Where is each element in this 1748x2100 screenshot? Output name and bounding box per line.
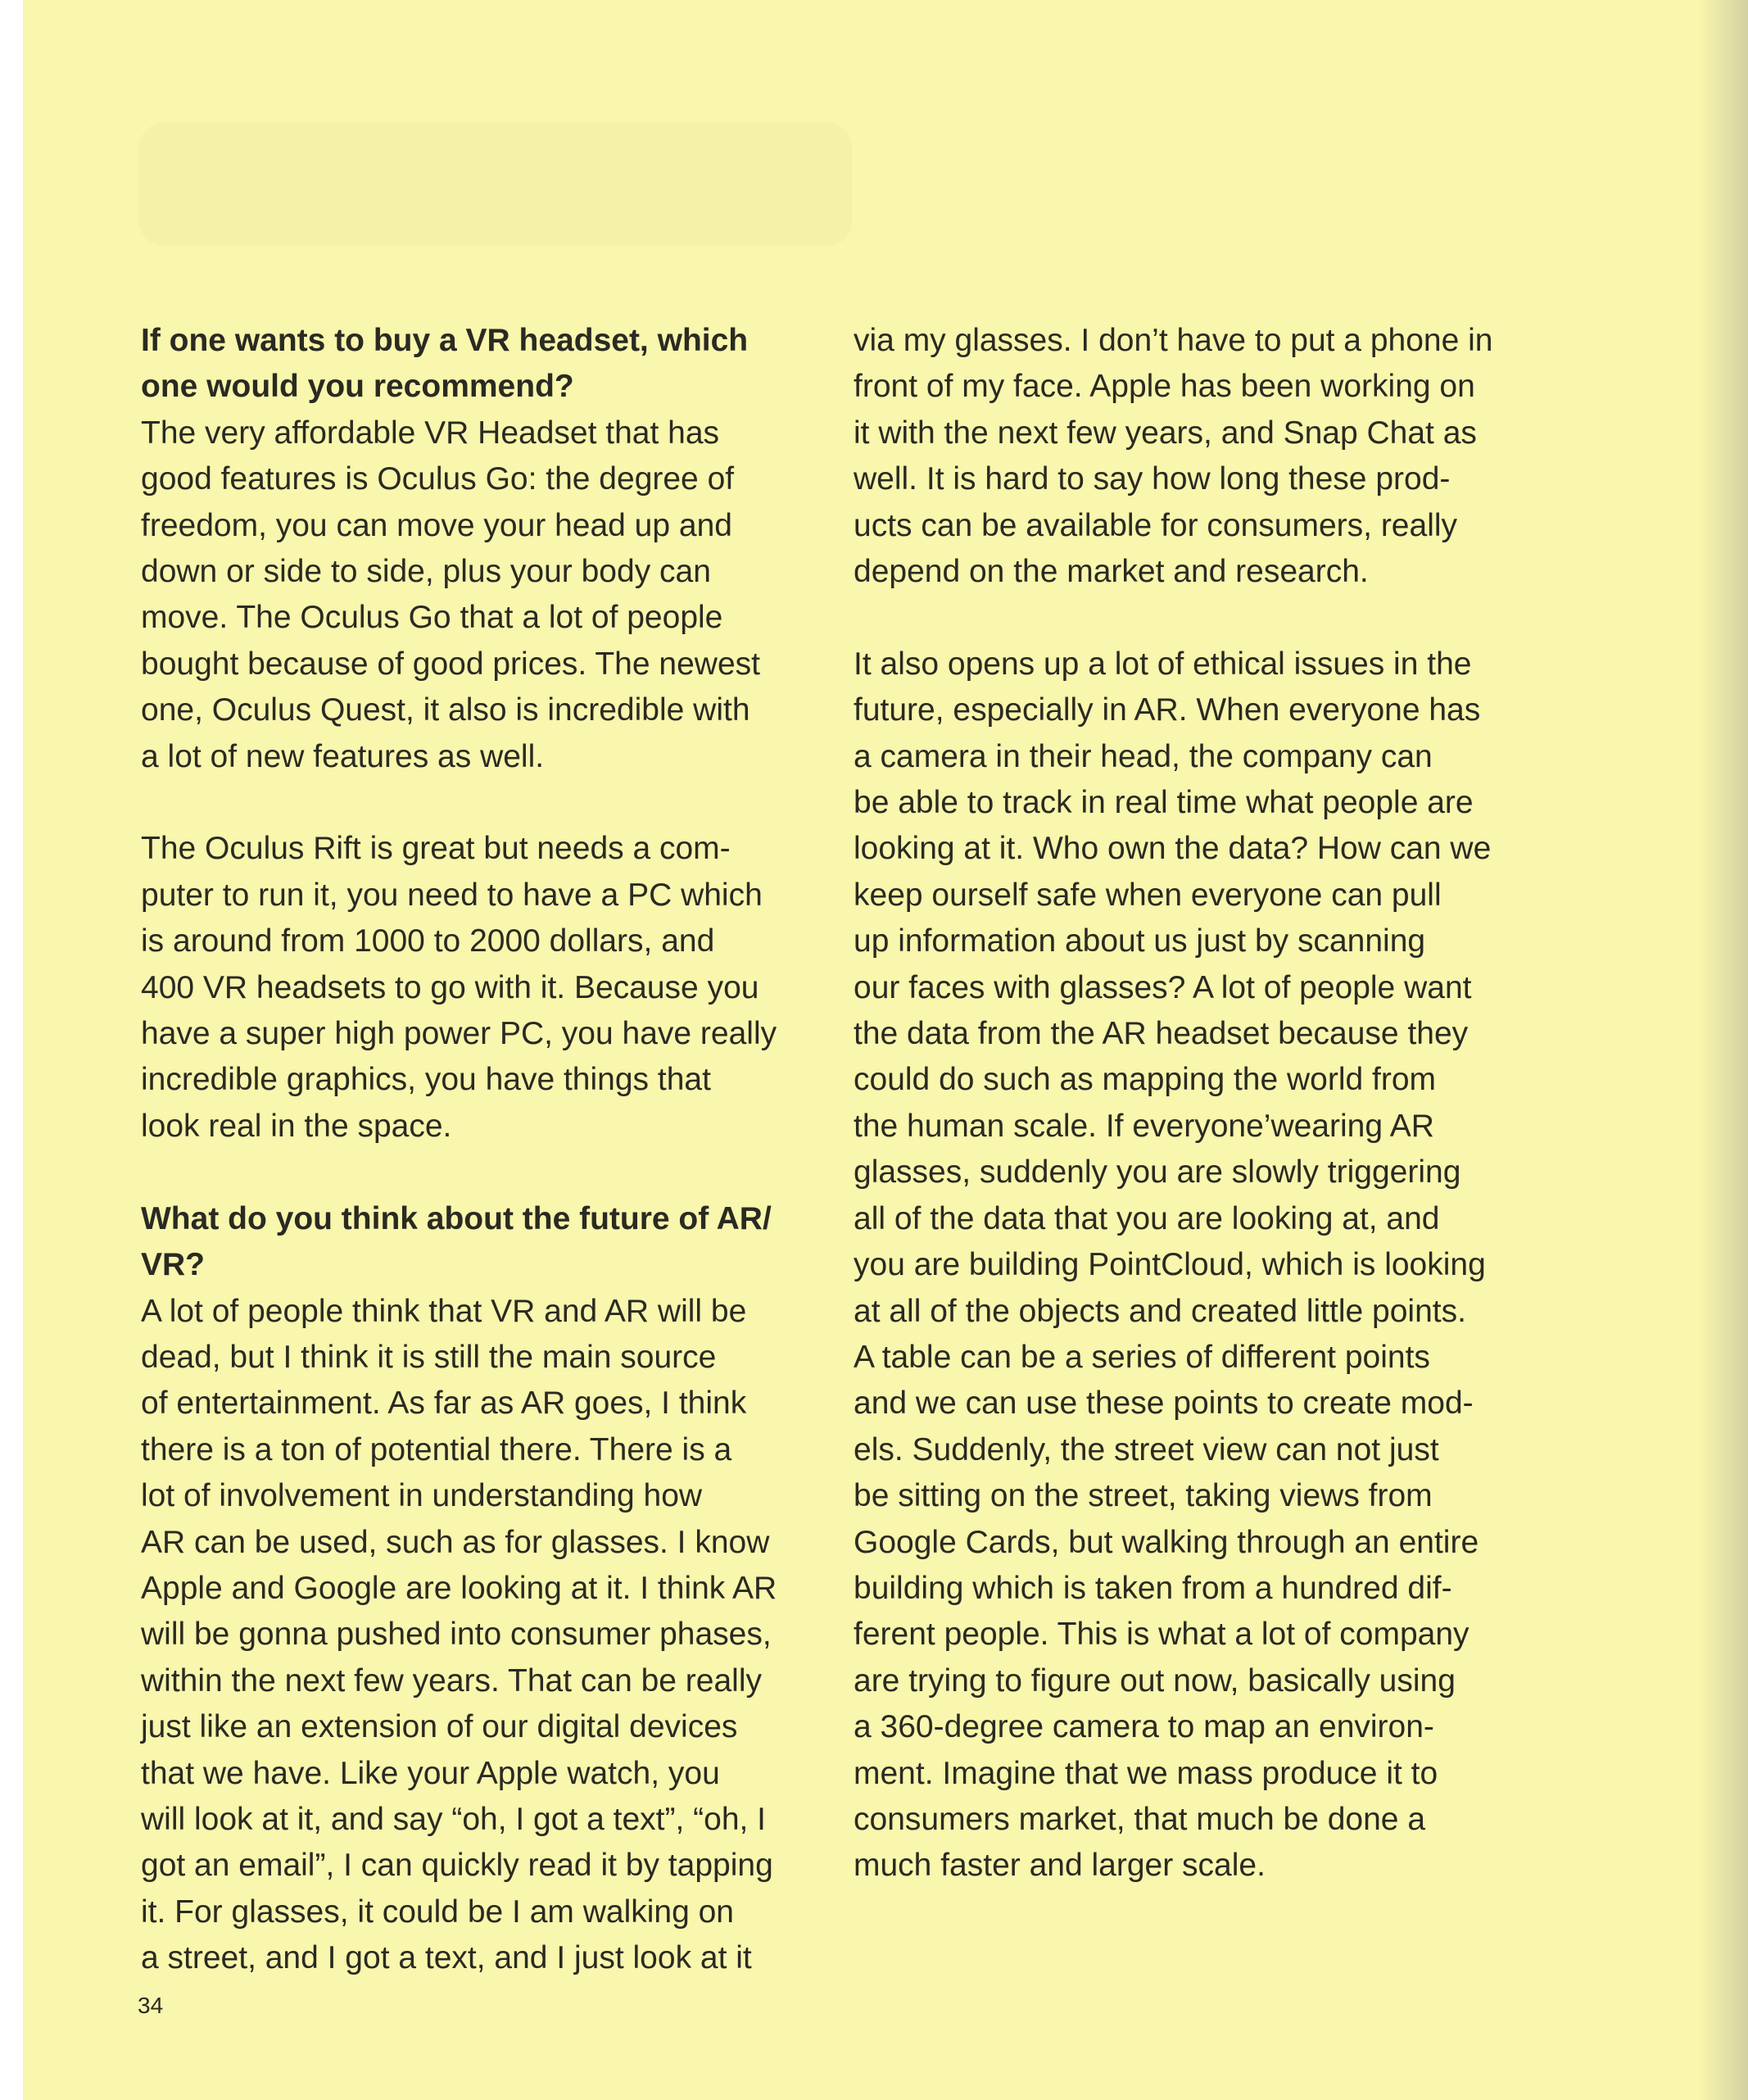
answer-paragraph-oculus-go: The very affordable VR Headset that has good features is Oculus Go: the degree of freedom, you can move your head up and down or side to side, plus your body can move. The Oculus Go that a lot of people bought because of good prices. The newest one, Oculus Quest, it also is incredible with a lot of new features as well. xyxy=(141,415,760,774)
faded-title-area xyxy=(139,123,852,246)
question-heading-vr-headset: If one wants to buy a VR headset, which one would you recommend? xyxy=(141,323,749,405)
answer-paragraph-ethics: It also opens up a lot of ethical issues in the future, especially in AR. When everyone has a camera in their head, the company can be able to track in real time what people are looking at it. Who own the data? How can we keep ourself safe when everyone can pull up information about us just by scanning our faces with glasses? A lot of people want the data from the AR headset because they could do such as mapping the world from the human scale. If everyone’wearing AR glasses, suddenly you are slowly triggering all of the data that you are looking at, and you are building PointCloud, which is looking at all of the objects and created little points. A table can be a series of different points and we can use these points to create mod- els. Suddenly, the street view can not just be sitting on the street, taking views from Google Cards, but walking through an entire building which is taken from a hundred dif- ferent people. This is what a lot of company are trying to figure out now, basically using a 360-degree camera to map an environ- ment. Imagine that we mass produce it to consumers market, that much be done a much faster and larger scale. xyxy=(854,646,1492,1884)
page-gutter-shadow xyxy=(1699,0,1748,2100)
answer-paragraph-future: A lot of people think that VR and AR will be dead, but I think it is still the main source of entertainment. As far as AR goes, I think there is a ton of potential there. There is a lot of involvement in understanding how AR can be used, such as for glasses. I know Apple and Google are looking at it. I think AR will be gonna pushed into consumer phases, within the next few years. That can be really just like an extension of our digital devices that we have. Like your Apple watch, you will look at it, and say “oh, I got a text”, “oh, I got an email”, I can quickly read it by tapping it. For glasses, it could be I am walking on a street, and I got a text, and I just look at it xyxy=(141,1293,777,1976)
scan-left-margin xyxy=(0,0,23,2100)
paragraph-gap xyxy=(141,780,833,826)
right-column xyxy=(854,318,1546,1889)
question-heading-future-ar-vr: What do you think about the future of AR/ VR? xyxy=(141,1200,772,1283)
left-column xyxy=(141,318,833,1982)
paragraph-gap xyxy=(141,1150,833,1195)
paragraph-gap xyxy=(854,595,1546,641)
page-number: 34 xyxy=(138,1993,164,2018)
answer-paragraph-oculus-rift: The Oculus Rift is great but needs a com- puter to run it, you need to have a PC which is around from 1000 to 2000 dollars, and 400 VR headsets to go with it. Because you have a super high power PC, you have really incredible graphics, you have things that look real in the space. xyxy=(141,831,777,1144)
answer-paragraph-glasses: via my glasses. I don’t have to put a phone in front of my face. Apple has been working on it with the next few years, and Snap Chat as well. It is hard to say how long these prod- ucts can be available for consumers, really depend on the market and research. xyxy=(854,323,1493,590)
